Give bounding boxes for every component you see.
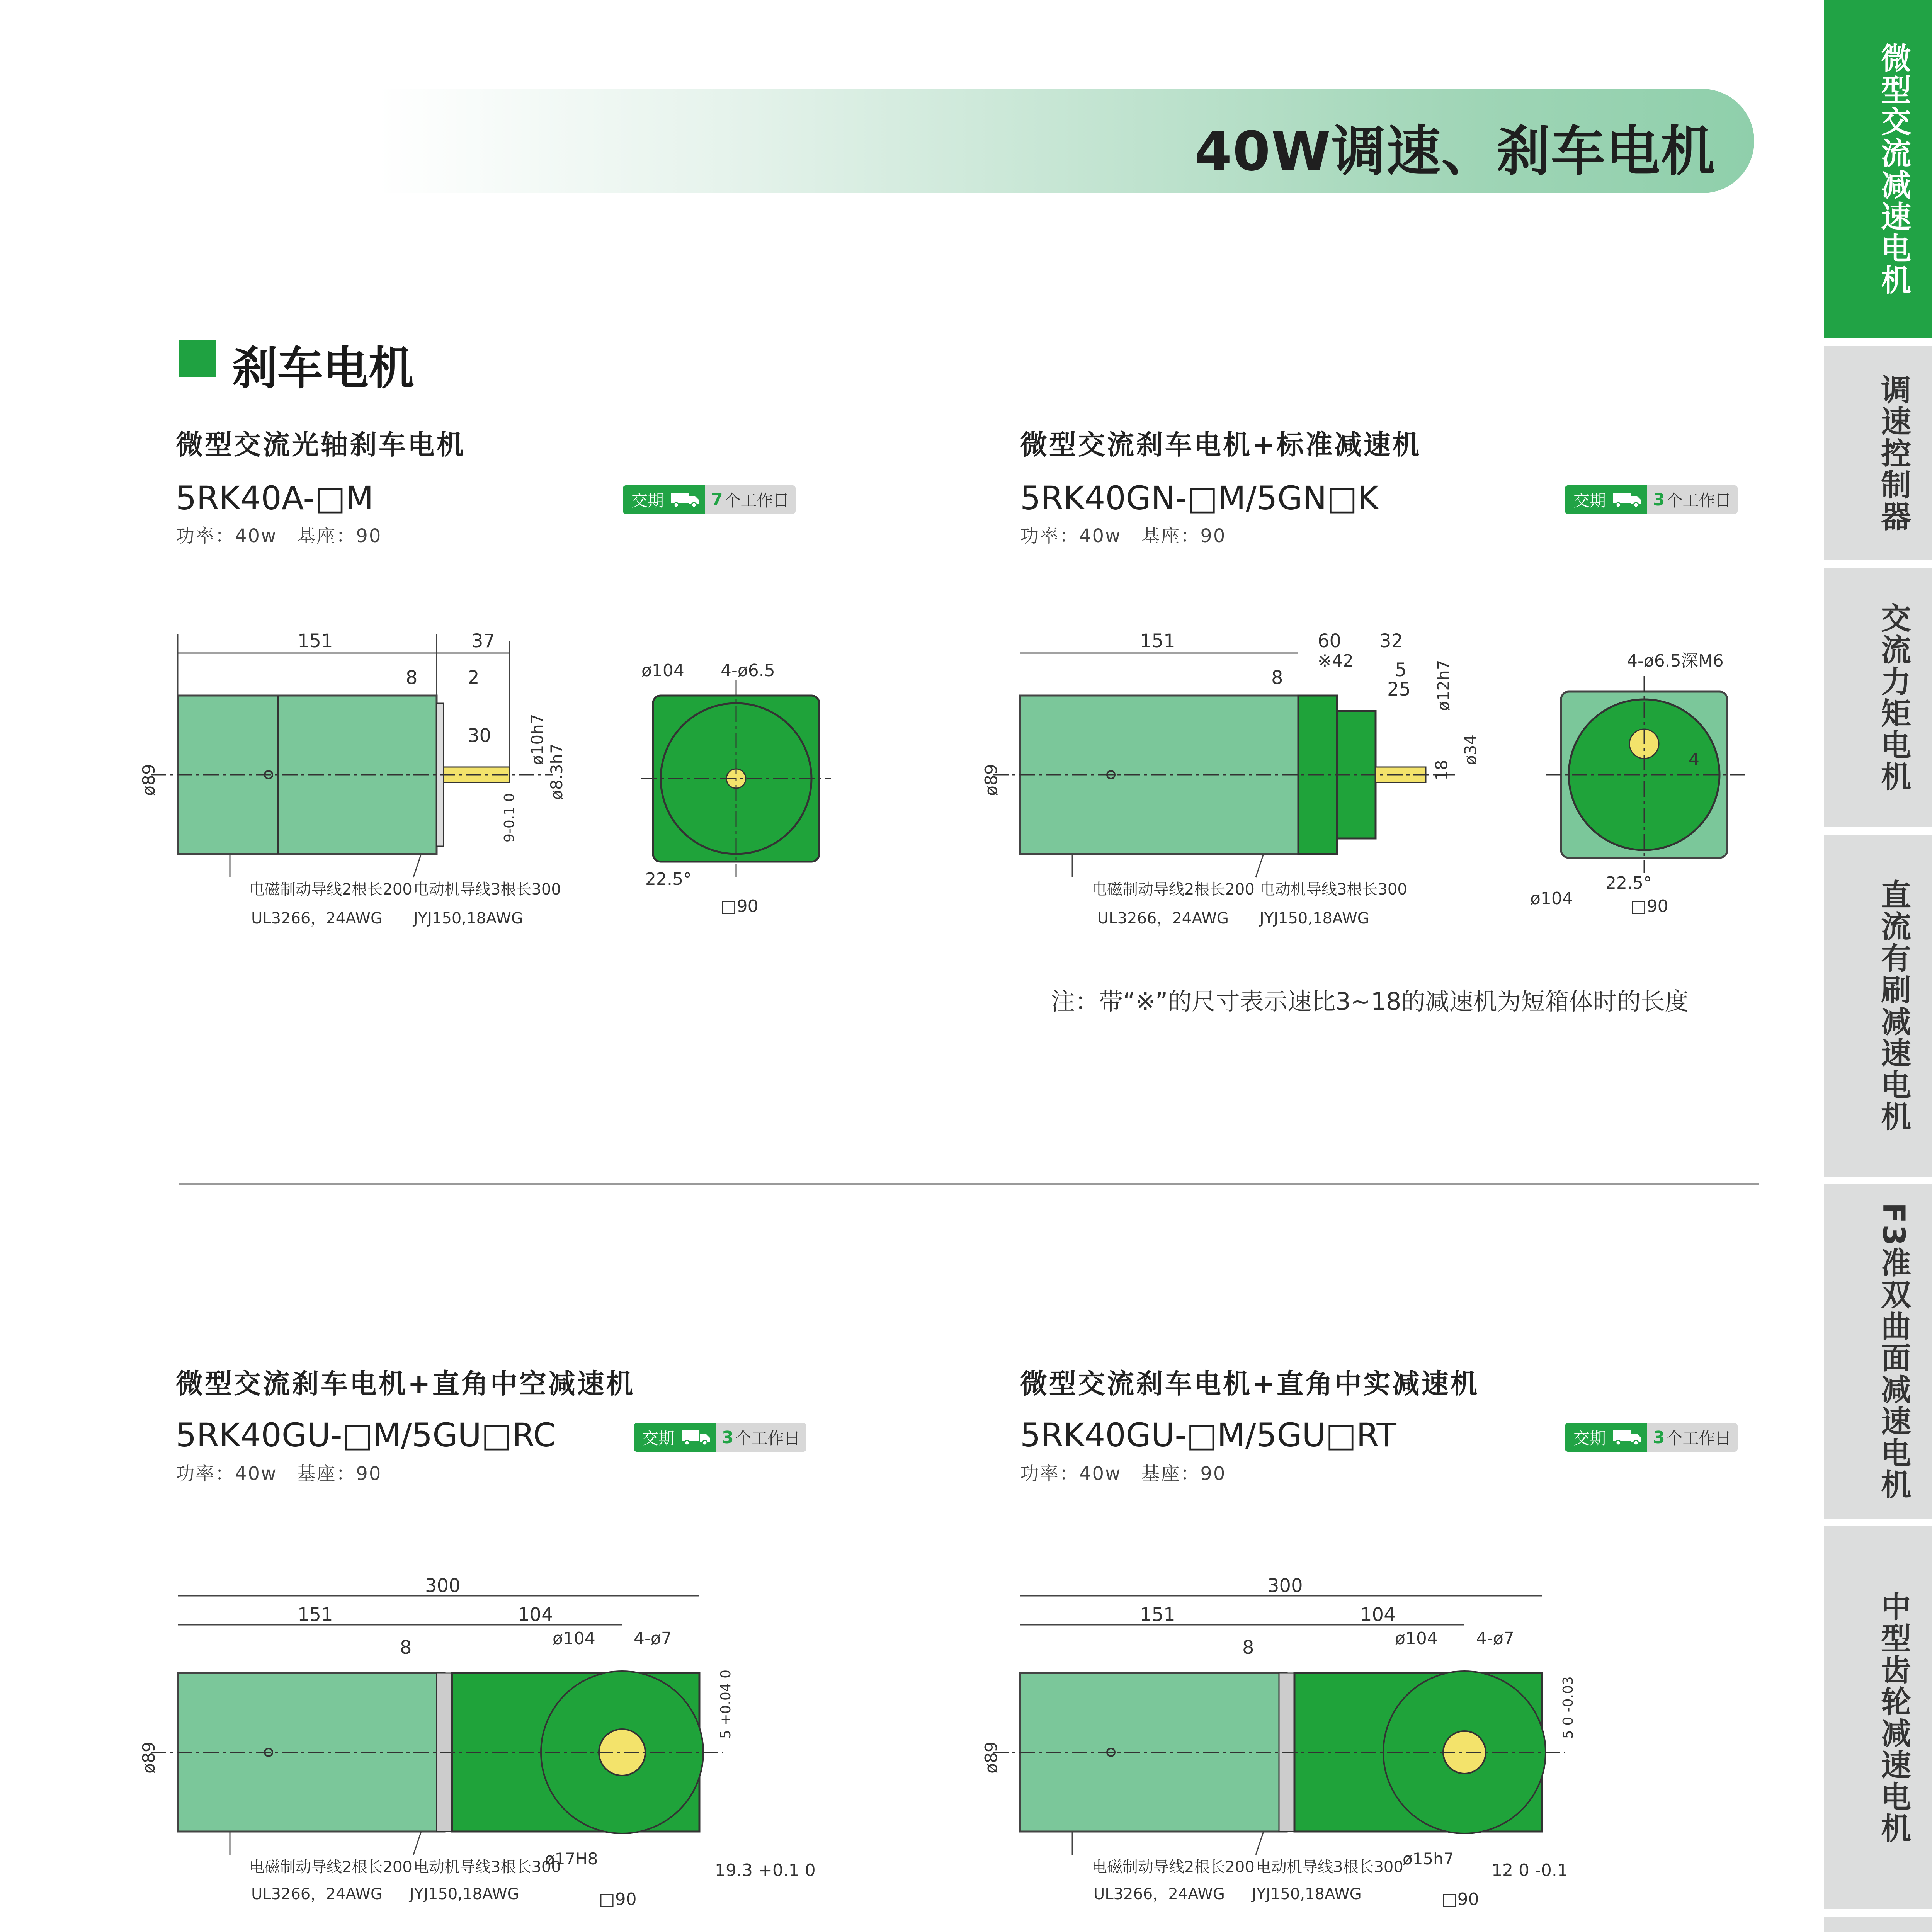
footnote: 注：带“※”的尺寸表示速比3~18的减速机为短箱体时的长度 <box>1051 987 1689 1015</box>
dim-8: 8 <box>1271 667 1283 689</box>
product-model: 5RK40A-□M <box>176 479 374 517</box>
dim-8: 8 <box>1242 1637 1254 1658</box>
dim-19-3: 19.3 +0.1 0 <box>715 1861 816 1880</box>
truck-icon <box>1612 491 1642 508</box>
drawing-5rk40a-side <box>135 618 599 947</box>
badge-days: 3 <box>1653 1427 1665 1447</box>
sidebar-tab-mid-gear[interactable] <box>1824 1526 1932 1909</box>
dim-89: ø89 <box>981 1742 1001 1774</box>
truck-icon <box>670 491 700 508</box>
wire-motor-spec: JYJ150,18AWG <box>1252 1885 1362 1903</box>
dim-60: 60 <box>1318 630 1342 652</box>
product-model: 5RK40GU-□M/5GU□RC <box>176 1416 556 1454</box>
badge-unit: 个工作日 <box>1666 491 1731 510</box>
dim-angle: 22.5° <box>1605 873 1652 893</box>
dim-151: 151 <box>298 630 333 652</box>
wire-motor-label: 电动机导线3根长300 <box>1260 881 1407 898</box>
drawing-5gu-rc-top <box>135 1577 850 1924</box>
product-model: 5RK40GU-□M/5GU□RT <box>1020 1416 1396 1454</box>
page-title: 40W调速、刹车电机 <box>1194 120 1716 183</box>
dim-key: 5 0 -0.03 <box>1560 1676 1576 1739</box>
wire-brake-spec: UL3266，24AWG <box>251 910 383 927</box>
section-marker <box>179 340 216 377</box>
drawing-5rk40a-front <box>634 641 850 920</box>
wire-brake-label: 电磁制动导线2根长200 <box>1092 1858 1255 1876</box>
sidebar-tab-label: 交流力矩电机 <box>1876 602 1911 793</box>
dim-151: 151 <box>1140 630 1175 652</box>
dim-104: 104 <box>1360 1604 1396 1626</box>
dim-42: ※42 <box>1318 651 1354 671</box>
badge-label: 交期 <box>642 1429 675 1448</box>
dim-8-3h7: ø8.3h7 <box>547 743 566 800</box>
badge-label: 交期 <box>1573 1429 1606 1448</box>
dim-10h7: ø10h7 <box>528 714 547 765</box>
wire-motor-spec: JYJ150,18AWG <box>413 910 523 927</box>
dim-angle: 22.5° <box>645 869 692 889</box>
dim-12: 12 0 -0.1 <box>1492 1861 1568 1880</box>
lead-time-badge <box>1565 1423 1738 1452</box>
dim-5: 5 <box>1395 659 1407 681</box>
sidebar-tab-label: 直流有刷减速电机 <box>1876 879 1911 1133</box>
dim-square: □90 <box>721 896 759 916</box>
badge-days: 3 <box>722 1427 734 1447</box>
dim-square: □90 <box>1441 1889 1479 1909</box>
dim-32: 32 <box>1379 630 1403 652</box>
lead-time-badge <box>1565 485 1738 514</box>
wire-brake-label: 电磁制动导线2根长200 <box>1092 881 1255 898</box>
product-spec: 功率：40w 基座：90 <box>176 1463 382 1485</box>
sidebar-tab-controller[interactable] <box>1824 346 1932 560</box>
dim-4: 4 <box>1689 750 1699 769</box>
wire-brake-spec: UL3266，24AWG <box>1094 1885 1225 1903</box>
dim-square: □90 <box>599 1889 637 1909</box>
badge-unit: 个工作日 <box>735 1429 800 1448</box>
dim-34: ø34 <box>1461 734 1480 765</box>
drawing-5rk40gn-front <box>1530 634 1762 927</box>
sidebar-tab-label: F3准双曲面减速电机 <box>1876 1202 1911 1501</box>
dim-37: 37 <box>471 630 495 652</box>
badge-days: 7 <box>711 490 723 510</box>
dim-holes: 4-ø6.5 <box>721 661 775 680</box>
dim-104: ø104 <box>1530 889 1573 908</box>
dim-circle-104: ø104 <box>1395 1629 1438 1648</box>
dim-2: 2 <box>468 667 480 689</box>
product-title: 微型交流刹车电机+标准减速机 <box>1020 429 1422 461</box>
wire-motor-label: 电动机导线3根长300 <box>413 1858 561 1876</box>
dim-89: ø89 <box>139 764 159 796</box>
product-title: 微型交流刹车电机+直角中空减速机 <box>176 1368 635 1400</box>
drawing-5rk40gn-side <box>978 618 1519 947</box>
wire-brake-spec: UL3266，24AWG <box>1097 910 1229 927</box>
sidebar-tab-label: 微型交流减速电机 <box>1876 42 1911 296</box>
badge-days: 3 <box>1653 490 1665 510</box>
sidebar-tab-torque[interactable] <box>1824 568 1932 827</box>
dim-89: ø89 <box>139 1742 159 1774</box>
section-divider <box>179 1183 1759 1185</box>
dim-104: 104 <box>518 1604 553 1626</box>
sidebar-tab-f3[interactable] <box>1824 1184 1932 1519</box>
dim-89: ø89 <box>981 764 1001 796</box>
dim-25: 25 <box>1387 679 1411 700</box>
dim-9-tol: 9-0.1 0 <box>502 793 517 842</box>
dim-12h7: ø12h7 <box>1434 660 1453 711</box>
dim-holes: 4-ø6.5深M6 <box>1627 651 1724 671</box>
sidebar-tab-fkm[interactable] <box>1824 1917 1932 1932</box>
wire-motor-spec: JYJ150,18AWG <box>1260 910 1369 927</box>
dim-circle-104: ø104 <box>553 1629 595 1648</box>
sidebar-tab-micro-ac[interactable] <box>1824 0 1932 338</box>
wire-motor-spec: JYJ150,18AWG <box>410 1885 519 1903</box>
header-banner <box>379 89 1754 193</box>
product-spec: 功率：40w 基座：90 <box>1020 1463 1226 1485</box>
dim-shaft: ø15h7 <box>1403 1849 1454 1868</box>
wire-brake-spec: UL3266，24AWG <box>251 1885 383 1903</box>
product-spec: 功率：40w 基座：90 <box>176 525 382 547</box>
wire-motor-label: 电动机导线3根长300 <box>413 881 561 898</box>
dim-8: 8 <box>400 1637 412 1658</box>
sidebar-nav <box>1824 0 1932 1932</box>
product-title: 微型交流光轴刹车电机 <box>176 429 466 461</box>
wire-brake-label: 电磁制动导线2根长200 <box>249 881 412 898</box>
badge-label: 交期 <box>631 491 664 510</box>
badge-label: 交期 <box>1573 491 1606 510</box>
dim-holes: 4-ø7 <box>1476 1629 1514 1648</box>
sidebar-tab-label: 调速控制器 <box>1876 374 1911 532</box>
lead-time-badge <box>634 1423 806 1452</box>
wire-motor-label: 电动机导线3根长300 <box>1256 1858 1403 1876</box>
truck-icon <box>1612 1429 1642 1446</box>
product-title: 微型交流刹车电机+直角中实减速机 <box>1020 1368 1480 1400</box>
dim-104: ø104 <box>641 661 684 680</box>
dim-8: 8 <box>406 667 418 689</box>
dim-bore: ø17H8 <box>545 1849 598 1868</box>
product-model: 5RK40GN-□M/5GN□K <box>1020 479 1379 517</box>
lead-time-badge <box>623 485 796 514</box>
dim-30: 30 <box>468 725 492 747</box>
badge-unit: 个工作日 <box>1666 1429 1731 1448</box>
dim-square: □90 <box>1631 896 1668 916</box>
product-spec: 功率：40w 基座：90 <box>1020 525 1226 547</box>
sidebar-tab-dc-brushed[interactable] <box>1824 835 1932 1177</box>
badge-unit: 个工作日 <box>724 491 789 510</box>
sidebar-tab-label: 中型齿轮减速电机 <box>1876 1591 1911 1844</box>
truck-icon <box>681 1429 711 1446</box>
section-title: 刹车电机 <box>232 342 415 395</box>
dim-holes: 4-ø7 <box>634 1629 672 1648</box>
dim-300: 300 <box>425 1575 461 1597</box>
dim-151: 151 <box>1140 1604 1175 1626</box>
dim-18: 18 <box>1432 760 1451 781</box>
drawing-5gu-rt-top <box>978 1577 1692 1924</box>
dim-300: 300 <box>1267 1575 1303 1597</box>
wire-brake-label: 电磁制动导线2根长200 <box>249 1858 412 1876</box>
dim-key: 5 +0.04 0 <box>718 1669 734 1739</box>
dim-151: 151 <box>298 1604 333 1626</box>
